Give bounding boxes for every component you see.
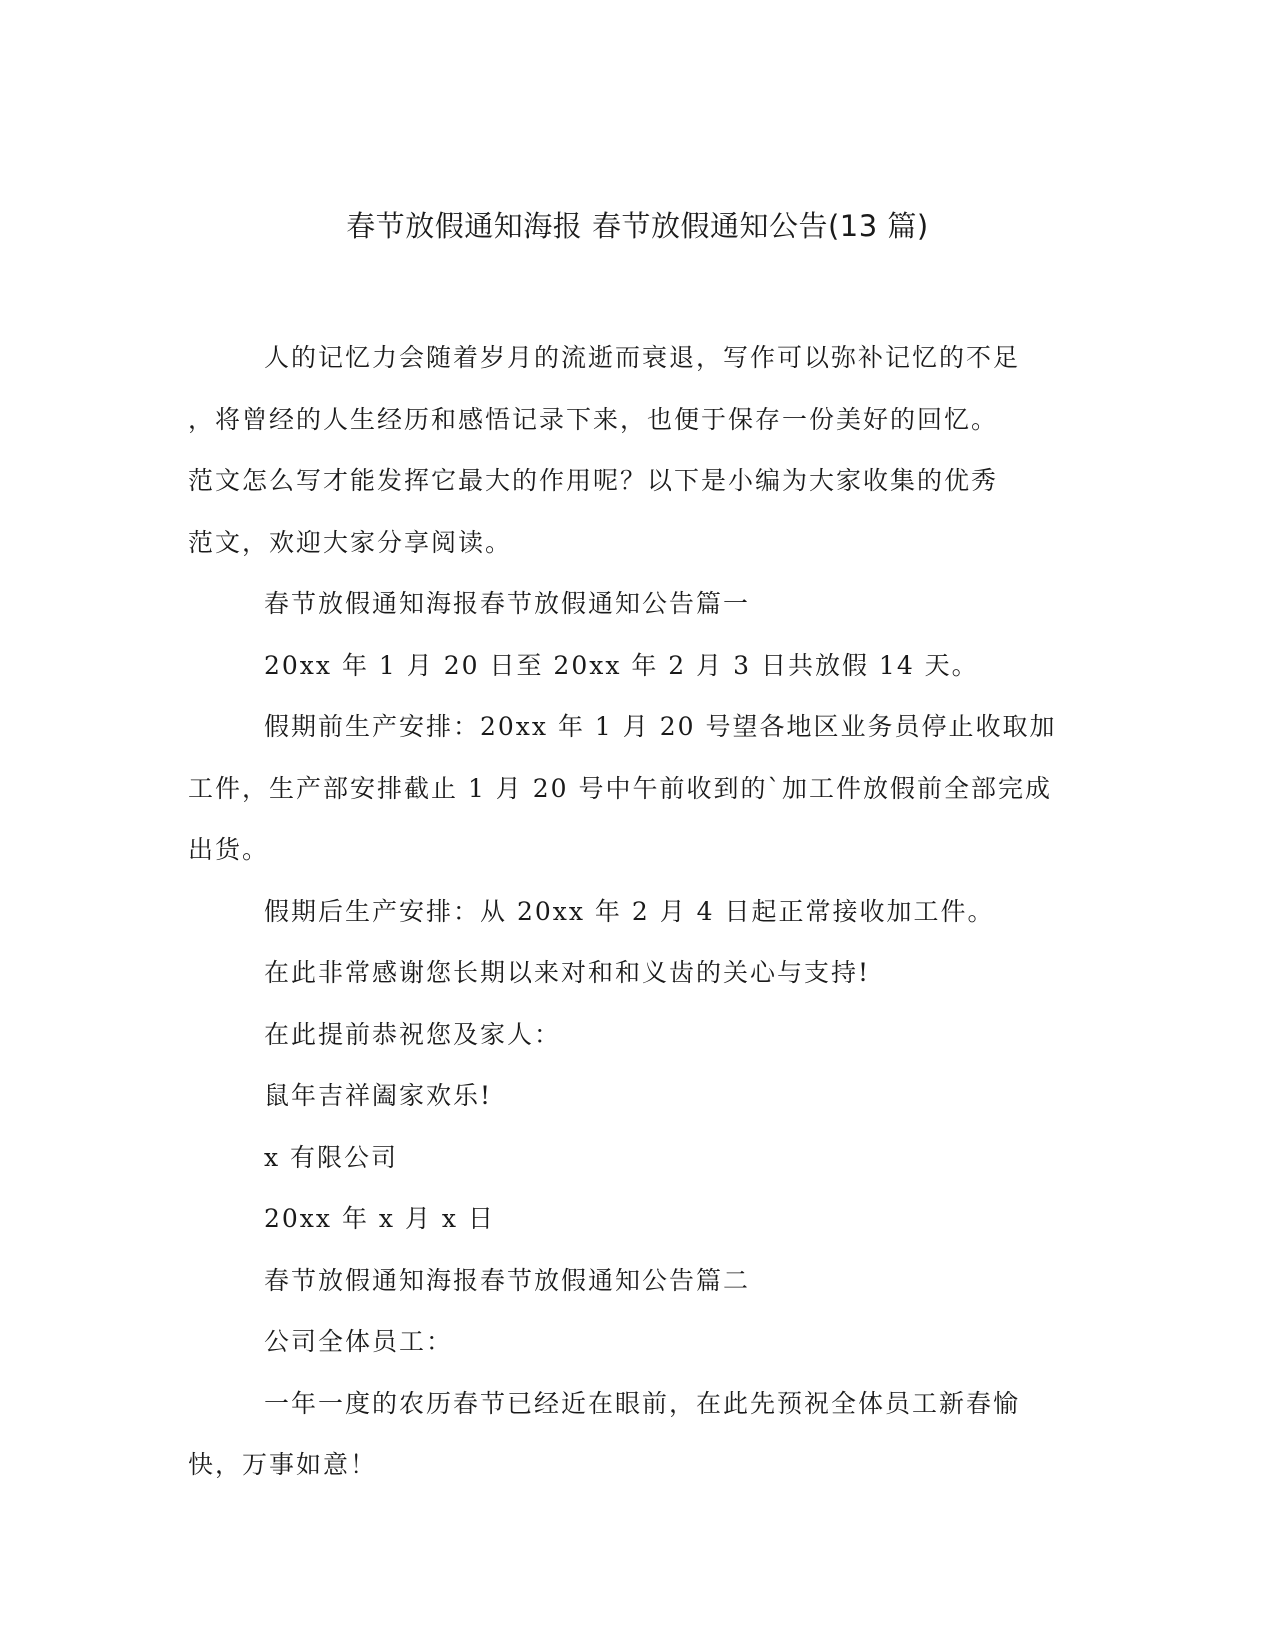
signature-date: 20xx 年 x 月 x 日 — [264, 1204, 495, 1233]
paragraph-intro-line-1: 人的记忆力会随着岁月的流逝而衰退，写作可以弥补记忆的不足 — [264, 343, 1021, 372]
salutation: 公司全体员工： — [264, 1327, 454, 1356]
post-holiday: 假期后生产安排：从 20xx 年 2 月 4 日起正常接收加工件。 — [264, 896, 995, 926]
thanks-line: 在此非常感谢您长期以来对和和义齿的关心与支持! — [264, 958, 871, 987]
blessing-line: 鼠年吉祥阖家欢乐! — [264, 1081, 493, 1110]
paragraph-intro-line-2: ，将曾经的人生经历和感悟记录下来，也便于保存一份美好的回忆。 — [188, 404, 999, 434]
holiday-dates: 20xx 年 1 月 20 日至 20xx 年 2 月 3 日共放假 14 天。 — [264, 650, 979, 680]
section-heading-2: 春节放假通知海报春节放假通知公告篇二 — [264, 1265, 751, 1295]
document-body — [188, 327, 1088, 1496]
pre-holiday-line-2: 工件，生产部安排截止 1 月 20 号中午前收到的`加工件放假前全部完成 — [188, 773, 1053, 803]
paragraph-intro-line-3: 范文怎么写才能发挥它最大的作用呢？以下是小编为大家收集的优秀 — [188, 466, 999, 495]
document-title: 春节放假通知海报 春节放假通知公告(13 篇) — [346, 209, 929, 243]
section-heading-1: 春节放假通知海报春节放假通知公告篇一 — [264, 589, 751, 618]
paragraph-intro-line-4: 范文，欢迎大家分享阅读。 — [188, 527, 513, 557]
pre-holiday-line-1: 假期前生产安排：20xx 年 1 月 20 号望各地区业务员停止收取加 — [264, 712, 1057, 741]
greeting-line: 在此提前恭祝您及家人： — [264, 1019, 562, 1049]
pre-holiday-line-3: 出货。 — [188, 835, 270, 864]
closing-line-2: 快，万事如意！ — [188, 1450, 378, 1479]
company-name: x 有限公司 — [264, 1142, 399, 1172]
closing-line-1: 一年一度的农历春节已经近在眼前，在此先预祝全体员工新春愉 — [264, 1388, 1021, 1418]
